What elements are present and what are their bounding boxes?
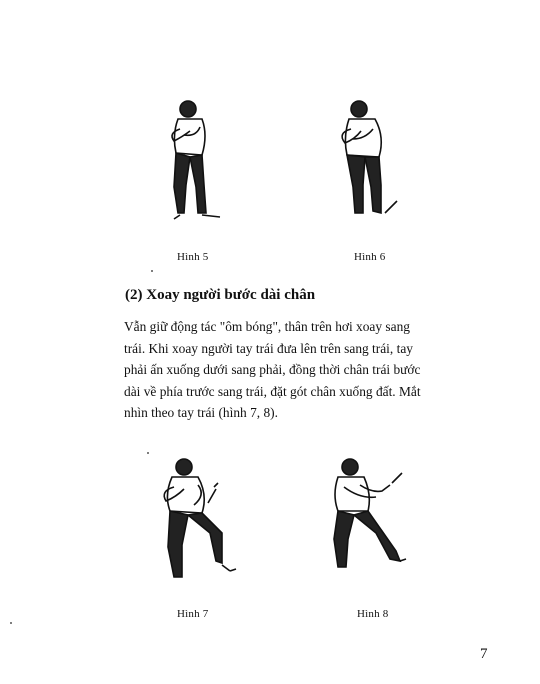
figure-7-caption: Hình 7 <box>177 608 209 620</box>
paragraph-line: nhìn theo tay trái (hình 7, 8). <box>124 405 278 420</box>
figure-5-caption: Hình 5 <box>177 251 209 263</box>
figure-5-illustration <box>150 95 230 225</box>
paragraph-line: trái. Khi xoay người tay trái đưa lên trên sang trái, tay <box>124 340 413 356</box>
scan-speck <box>147 452 149 454</box>
figure-8-illustration <box>320 455 415 575</box>
paragraph-line: Vẫn giữ động tác "ôm bóng", thân trên hơi xoay sang <box>124 319 410 334</box>
figure-7-illustration <box>150 453 245 583</box>
paragraph-line: phải ấn xuống dưới sang phải, đồng thời chân trái bước <box>124 362 421 377</box>
scan-speck <box>151 270 153 272</box>
page-number: 7 <box>480 646 488 662</box>
section-title: (2) Xoay người bước dài chân <box>125 287 316 303</box>
figure-6-illustration <box>325 95 410 225</box>
section-paragraph <box>124 316 496 424</box>
figure-8-caption: Hình 8 <box>357 608 389 620</box>
scan-speck <box>10 622 12 624</box>
paragraph-line: dài về phía trước sang trái, đặt gót chân xuống đất. Mắt <box>124 383 421 399</box>
figure-6-caption: Hình 6 <box>354 251 386 263</box>
